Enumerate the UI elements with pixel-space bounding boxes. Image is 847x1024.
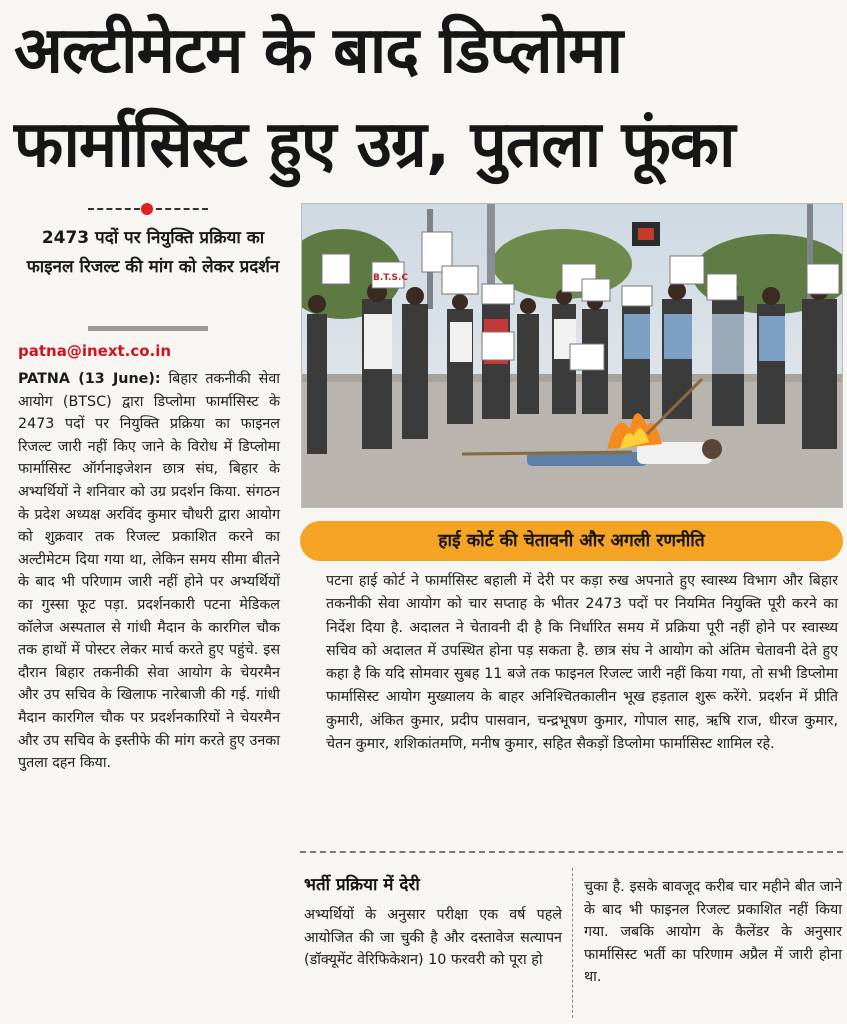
headline-line-1: अल्टीमेटम के बाद डिप्लोमा bbox=[14, 14, 623, 88]
sidebar-heading: हाई कोर्ट की चेतावनी और अगली रणनीति bbox=[300, 521, 843, 561]
dateline: PATNA (13 June): bbox=[18, 371, 161, 387]
main-story-body: बिहार तकनीकी सेवा आयोग (BTSC) द्वारा डिप्लोमा फार्मासिस्ट के 2473 पदों पर नियुक्ति प्रक्रिया का फाइनल रिजल्ट जारी नहीं किए जाने के विरोध में डिप्लोमा फार्मासिस्ट ऑर्गनाइजेशन छात्र संघ, बिहार के अभ्यर्थियों ने शनिवार को उग्र प्रदर्शन किया. संगठन के प्रदेश अध्यक्ष अरविंद कुमार चौधरी द्वारा आयोग को शुक्रवार तक रिजल्ट प्रकाशित करने का अल्टीमेटम दिया गया था, लेकिन समय सीमा बीतने के बाद भी परिणाम जारी नहीं होने पर अभ्यर्थियों का गुस्सा फूट पड़ा. प्रदर्शनकारी पटना मेडिकल कॉलेज अस्पताल से गांधी मैदान के कारगिल चौक तक हाथों में पोस्टर लेकर मार्च करते हुए पहुंचे. इस दौरान बिहार तकनीकी सेवा आयोग के चेयरमैन और उप सचिव के खिलाफ नारेबाजी की गई. गांधी मैदान कारगिल चौक पर प्रदर्शनकारियों ने चेयरमैन और उप सचिव के इस्तीफे की मांग करते हुए उनका पुतला दहन किया. bbox=[18, 371, 280, 772]
byline-email[interactable]: patna@inext.co.in bbox=[18, 342, 172, 360]
deck-divider bbox=[88, 326, 208, 331]
headline bbox=[14, 4, 839, 192]
sidebar-divider bbox=[300, 851, 843, 853]
placard-text: B.T.S.C bbox=[373, 273, 408, 283]
main-story-text bbox=[18, 368, 280, 775]
delay-section-column-1: अभ्यर्थियों के अनुसार परीक्षा एक वर्ष पहले आयोजित की जा चुकी है और दस्तावेज सत्यापन (डॉक्यूमेंट वेरिफिकेशन) 10 फरवरी को पूरा हो bbox=[304, 907, 562, 969]
delay-section-column-2: चुका है. इसके बावजूद करीब चार महीने बीत जाने के बाद भी फाइनल रिजल्ट प्रकाशित नहीं किया गया. जबकि आयोग के कैलेंडर के अनुसार फार्मासिस्ट भर्ती का परिणाम अप्रैल में जारी होना था. bbox=[584, 879, 842, 986]
delay-section-heading: भर्ती प्रक्रिया में देरी bbox=[304, 875, 420, 895]
deck-ornament bbox=[88, 200, 208, 218]
deck-subheadline: 2473 पदों पर नियुक्ति प्रक्रिया का फाइनल रिजल्ट की मांग को लेकर प्रदर्शन bbox=[26, 228, 280, 277]
column-rule bbox=[572, 868, 573, 1018]
headline-line-2: फार्मासिस्ट हुए उग्र, पुतला फूंका bbox=[14, 108, 735, 182]
protest-photo bbox=[301, 203, 843, 508]
protest-photo-image bbox=[302, 204, 843, 508]
sidebar-body: पटना हाई कोर्ट ने फार्मासिस्ट बहाली में देरी पर कड़ा रुख अपनाते हुए स्वास्थ्य विभाग और बिहार तकनीकी सेवा आयोग को चार सप्ताह के भीतर 2473 पदों पर नियमित नियुक्ति पूरी करने का निर्देश दिया है. अदालत ने चेतावनी दी है कि निर्धारित समय में प्रक्रिया पूरी नहीं होने पर स्वास्थ्य सचिव को अदालत में उपस्थित होना पड़ सकता है. छात्र संघ ने आयोग को अंतिम चेतावनी देते हुए कहा है कि यदि सोमवार सुबह 11 बजे तक फाइनल रिजल्ट जारी नहीं किया गया, तो सभी डिप्लोमा फार्मासिस्ट आयोग मुख्यालय के बाहर अनिश्चितकालीन भूख हड़ताल शुरू करेंगे. प्रदर्शन में प्रीति कुमारी, अंकित कुमार, प्रदीप पासवान, चन्द्रभूषण कुमार, गोपाल साह, ऋषि राज, धीरज कुमार, चेतन कुमार, शशिकांतमणि, मनीष कुमार, सहित सैकड़ों डिप्लोमा फार्मासिस्ट शामिल रहे. bbox=[326, 573, 838, 753]
